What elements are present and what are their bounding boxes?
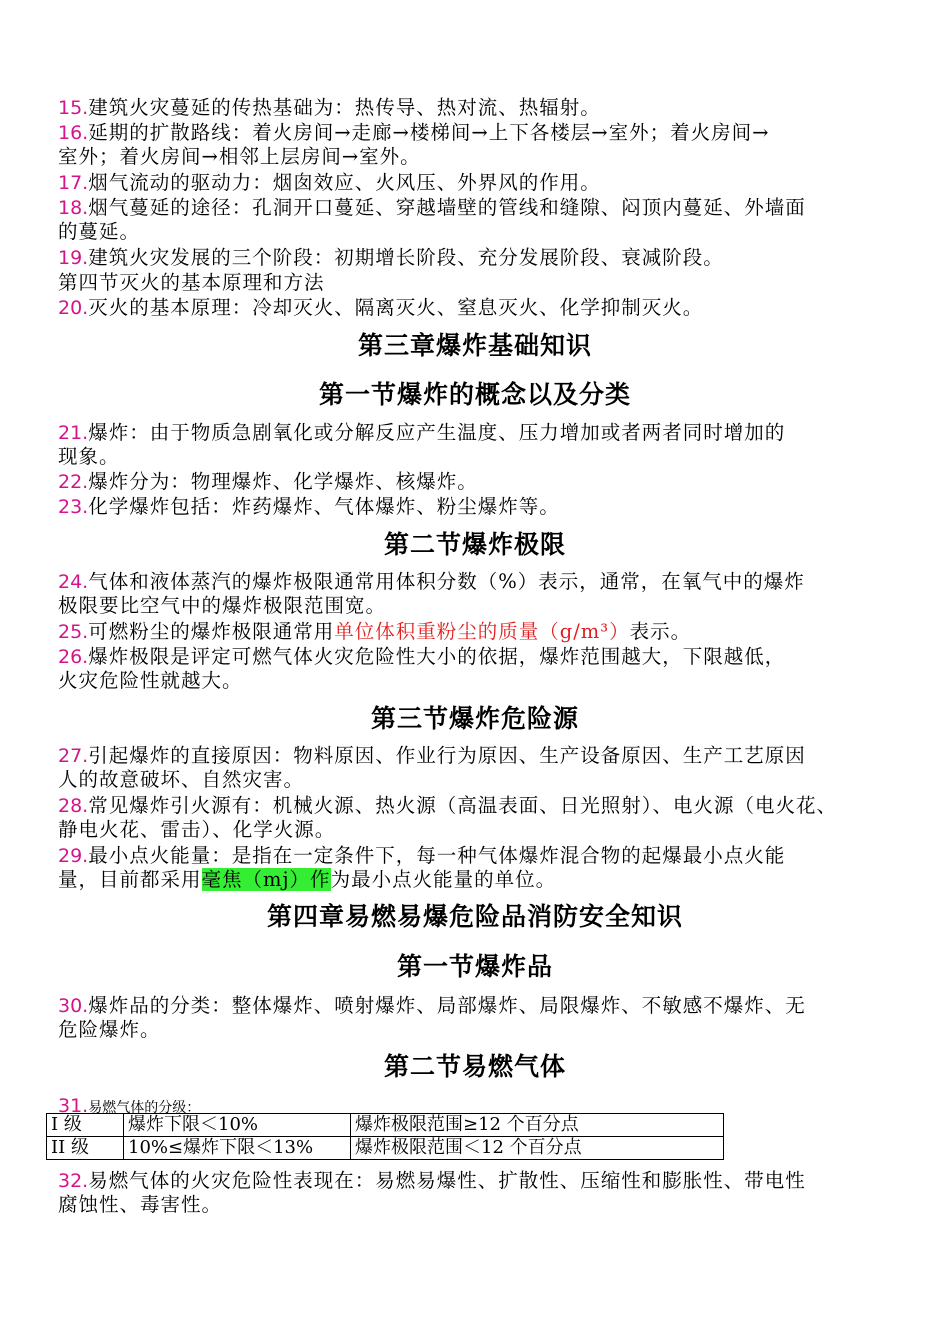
item-text-line1: 烟气蔓延的途径：孔洞开口蔓延、穿越墙壁的管线和缝隙、闷顶内蔓延、外墙面 (88, 196, 806, 219)
item-number: 29. (58, 845, 89, 867)
item-text-line2: 危险爆炸。 (58, 1018, 161, 1041)
item-text-line2: 人的故意破坏、自然灾害。 (58, 768, 305, 791)
item-25 (58, 620, 898, 644)
item-text-line1: 爆炸极限是评定可燃气体火灾危险性大小的依据，爆炸范围越大，下限越低， (88, 645, 786, 668)
section-4-2-heading: 第二节易燃气体 (383, 1052, 566, 1081)
item-number: 32. (58, 1170, 89, 1192)
item-number: 19. (58, 247, 89, 269)
item-number: 16. (58, 122, 89, 144)
item-text-red: 单位体积重粉尘的质量（g/m³） (334, 620, 630, 643)
item-27 (58, 744, 898, 792)
item-number: 17. (58, 172, 89, 194)
item-29 (58, 844, 898, 892)
lower-limit-cell: 10%≤爆炸下限＜13% (124, 1137, 351, 1160)
item-18 (58, 196, 898, 244)
item-text-line2: 现象。 (58, 445, 120, 468)
item-text-pre: 可燃粉尘的爆炸极限通常用 (88, 620, 335, 643)
section-subheading: 第四节灭火的基本原理和方法 (58, 271, 325, 294)
item-30 (58, 994, 898, 1042)
chapter-4-heading: 第四章易燃易爆危险品消防安全知识 (266, 902, 683, 931)
item-text-line1: 常见爆炸引火源有：机械火源、热火源（高温表面、日光照射）、电火源（电火花、 (88, 794, 837, 817)
item-text-pre: 量，目前都采用 (58, 868, 202, 891)
item-number: 28. (58, 795, 89, 817)
item-text: 灭火的基本原理：冷却灭火、隔离灭火、窒息灭火、化学抑制灭火。 (88, 296, 704, 319)
item-text-line1: 气体和液体蒸汽的爆炸极限通常用体积分数（%）表示，通常，在氧气中的爆炸 (88, 570, 805, 593)
item-number: 24. (58, 571, 89, 593)
item-28 (58, 794, 898, 842)
item-text-highlight: 毫焦（mj）作 (201, 868, 331, 891)
item-text-line1: 爆炸：由于物质急剧氧化或分解反应产生温度、压力增加或者两者同时增加的 (88, 421, 786, 444)
item-17 (58, 171, 898, 195)
item-text-line2: 火灾危险性就越大。 (58, 669, 243, 692)
item-text-line2: 静电火花、雷击）、化学火源。 (58, 818, 336, 841)
table-row (47, 1137, 724, 1160)
item-text: 爆炸分为：物理爆炸、化学爆炸、核爆炸。 (88, 470, 478, 493)
item-text-line1: 爆炸品的分类：整体爆炸、喷射爆炸、局部爆炸、局限爆炸、不敏感不爆炸、无 (88, 994, 806, 1017)
item-15 (58, 96, 898, 120)
section-3-heading: 第三节爆炸危险源 (370, 704, 579, 733)
item-20 (58, 296, 898, 320)
item-text-post: 为最小点火能量的单位。 (330, 868, 557, 891)
item-number: 15. (58, 97, 89, 119)
item-23 (58, 495, 898, 519)
item-text-line2: 腐蚀性、毒害性。 (58, 1193, 223, 1216)
item-number: 22. (58, 471, 89, 493)
lower-limit-cell: 爆炸下限＜10% (124, 1114, 351, 1137)
item-number: 18. (58, 197, 89, 219)
section-4-1-heading: 第一节爆炸品 (396, 952, 553, 981)
item-text-line1: 延期的扩散路线：着火房间→走廊→楼梯间→上下各楼层→室外；着火房间→ (88, 121, 770, 144)
item-number: 27. (58, 745, 89, 767)
table-row (47, 1114, 724, 1137)
item-text-line1: 最小点火能量：是指在一定条件下，每一种气体爆炸混合物的起爆最小点火能 (88, 844, 786, 867)
item-text-line1: 易燃气体的火灾危险性表现在：易燃易爆性、扩散性、压缩性和膨胀性、带电性 (88, 1169, 806, 1192)
item-number: 23. (58, 496, 89, 518)
item-number: 25. (58, 621, 89, 643)
item-number: 30. (58, 995, 89, 1017)
range-cell: 爆炸极限范围≥12 个百分点 (351, 1114, 724, 1137)
item-21 (58, 421, 898, 469)
item-number: 31. (58, 1095, 89, 1117)
item-16 (58, 121, 898, 169)
chapter-3-heading: 第三章爆炸基础知识 (357, 331, 592, 360)
item-text: 建筑火灾发展的三个阶段：初期增长阶段、充分发展阶段、衰减阶段。 (88, 246, 724, 269)
item-number: 26. (58, 646, 89, 668)
item-text-line2: 极限要比空气中的爆炸极限范围宽。 (58, 594, 387, 617)
range-cell: 爆炸极限范围＜12 个百分点 (351, 1137, 724, 1160)
section-1-heading: 第一节爆炸的概念以及分类 (318, 380, 631, 409)
flammable-gas-grade-table (46, 1113, 724, 1160)
item-text: 化学爆炸包括：炸药爆炸、气体爆炸、粉尘爆炸等。 (88, 495, 560, 518)
item-text: 烟气流动的驱动力：烟囱效应、火风压、外界风的作用。 (88, 171, 601, 194)
section-2-heading: 第二节爆炸极限 (383, 530, 566, 559)
item-text-line2: 室外；着火房间→相邻上层房间→室外。 (58, 145, 421, 168)
item-22 (58, 470, 898, 494)
item-number: 21. (58, 422, 89, 444)
item-text-post: 表示。 (629, 620, 692, 643)
grade-cell: I 级 (47, 1114, 124, 1137)
item-text: 易燃气体的分级： (88, 1100, 201, 1116)
item-text: 建筑火灾蔓延的传热基础为：热传导、热对流、热辐射。 (88, 96, 601, 119)
item-text-line1: 引起爆炸的直接原因：物料原因、作业行为原因、生产设备原因、生产工艺原因 (88, 744, 806, 767)
item-32 (58, 1169, 898, 1217)
grade-cell: II 级 (47, 1137, 124, 1160)
item-number: 20. (58, 297, 89, 319)
item-19 (58, 246, 898, 270)
item-24 (58, 570, 898, 618)
item-text-line2: 的蔓延。 (58, 220, 141, 243)
item-26 (58, 645, 898, 693)
